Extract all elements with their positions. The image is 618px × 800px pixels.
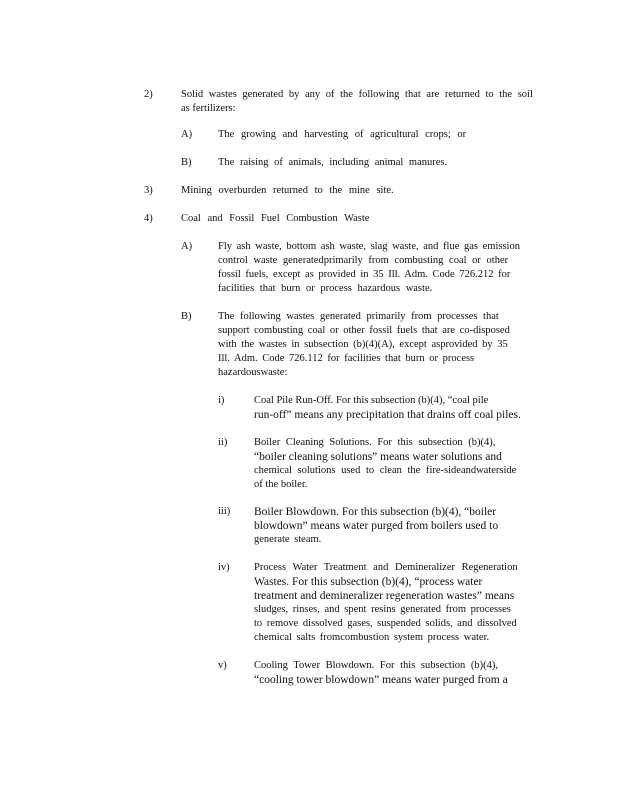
item-text: Mining overburden returned to the mine site. xyxy=(181,185,394,196)
clause-text xyxy=(254,436,544,492)
text-line: Fly ash waste, bottom ash waste, slag waste, and flue gas emission xyxy=(218,241,520,252)
item-number: 3) xyxy=(144,185,153,196)
text-line: support combusting coal or other fossil fuels that are co-disposed xyxy=(218,325,510,336)
subitem-text xyxy=(218,240,538,296)
text-line: to remove dissolved gases, suspended solids, and dissolved xyxy=(254,618,517,629)
subitem-text: The raising of animals, including animal manures. xyxy=(218,157,448,168)
clause-text xyxy=(254,561,544,645)
text-line: blowdown” means water purged from boilers used to xyxy=(254,520,499,532)
text-line: Boiler Blowdown. For this subsection (b)(4), “boiler xyxy=(254,506,497,518)
clause-text xyxy=(254,505,544,547)
text-line: chemical salts fromcombustion system process water. xyxy=(254,632,490,643)
text-line: treatment and demineralizer regeneration wastes” means xyxy=(254,590,515,602)
text-line: sludges, rinses, and spent resins generated from processes xyxy=(254,604,511,615)
text-line: control waste generatedprimarily from combusting coal or other xyxy=(218,255,509,266)
clause-number: v) xyxy=(218,660,227,671)
subitem-text xyxy=(218,310,538,380)
clause-number: iii) xyxy=(218,506,231,517)
subitem-number: A) xyxy=(181,129,193,140)
text-line: Ill. Adm. Code 726.112 for facilities that burn or process xyxy=(218,353,475,364)
text-line: as fertilizers: xyxy=(181,103,236,114)
clause-number: ii) xyxy=(218,437,228,448)
item-number: 2) xyxy=(144,89,153,100)
text-line: generate steam. xyxy=(254,534,322,545)
text-line: run-off” means any precipitation that drains off coal piles. xyxy=(254,409,521,421)
text-line: of the boiler. xyxy=(254,479,308,490)
text-line: chemical solutions used to clean the fire-sideandwaterside xyxy=(254,465,517,476)
item-number: 4) xyxy=(144,213,153,224)
subitem-text: The growing and harvesting of agricultural crops; or xyxy=(218,129,467,140)
text-line: Boiler Cleaning Solutions. For this subsection (b)(4), xyxy=(254,437,496,448)
text-line: with the wastes in subsection (b)(4)(A), except asprovided by 35 xyxy=(218,339,508,350)
clause-number: iv) xyxy=(218,562,230,573)
clause-text xyxy=(254,659,544,687)
subitem-number: B) xyxy=(181,311,192,322)
clause-text xyxy=(254,394,544,422)
item-text xyxy=(181,88,551,116)
clause-number: i) xyxy=(218,395,225,406)
text-line: Solid wastes generated by any of the following that are returned to the soil xyxy=(181,89,533,100)
subitem-number: A) xyxy=(181,241,193,252)
text-line: facilities that burn or process hazardous waste. xyxy=(218,283,433,294)
text-line: “boiler cleaning solutions” means water solutions and xyxy=(254,451,502,463)
text-line: Wastes. For this subsection (b)(4), “process water xyxy=(254,576,483,588)
text-line: hazardouswaste: xyxy=(218,367,288,378)
item-heading: Coal and Fossil Fuel Combustion Waste xyxy=(181,213,370,224)
text-line: “cooling tower blowdown” means water purged from a xyxy=(254,674,508,686)
text-line: Cooling Tower Blowdown. For this subsection (b)(4), xyxy=(254,660,498,671)
text-line: Coal Pile Run-Off. For this subsection (b)(4), “coal pile xyxy=(254,395,489,406)
text-line: The following wastes generated primarily from processes that xyxy=(218,311,499,322)
text-line: fossil fuels, except as provided in 35 Ill. Adm. Code 726.212 for xyxy=(218,269,511,280)
text-line: Process Water Treatment and Demineralizer Regeneration xyxy=(254,562,518,573)
subitem-number: B) xyxy=(181,157,192,168)
